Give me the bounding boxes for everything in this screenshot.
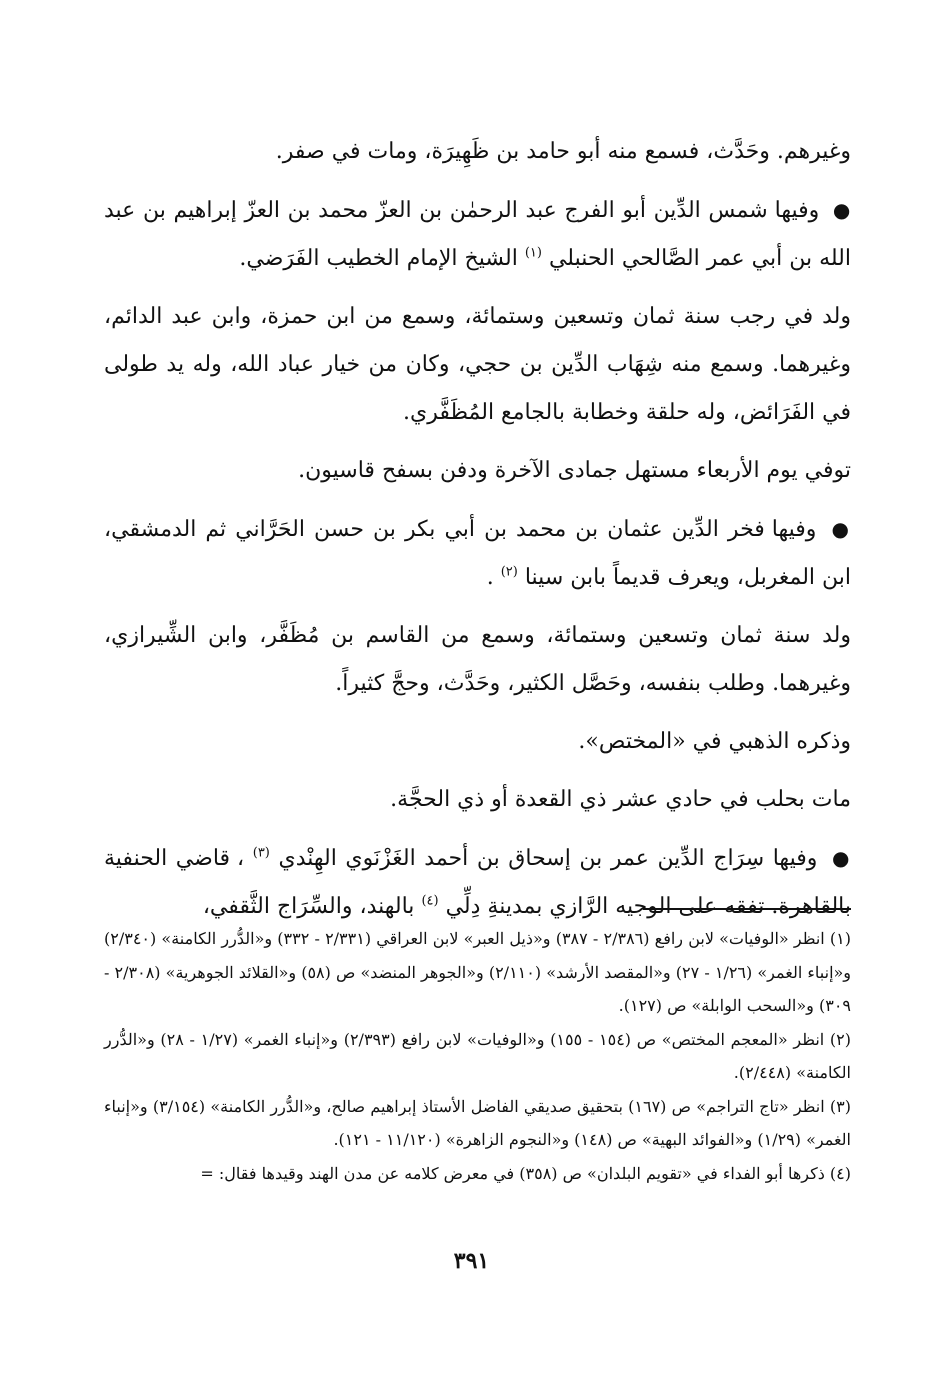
bullet-icon: ● bbox=[831, 846, 851, 870]
bullet-icon: ● bbox=[832, 198, 852, 222]
footnote-ref-3[interactable]: (٣) bbox=[252, 845, 270, 861]
footnote-1: (١) انظر «الوفيات» لابن رافع (٢/٣٨٦ - ٣٨٧) و«ذيل العبر» لابن العراقي (٢/٣٣١ - ٣٣٢) و«الدُّرر الكامنة» (٢/٣٤٠) و«إنباء الغمر» (١/٢٦ - ٢٧) و«المقصد الأرشد» (٢/١١٠) و«الجوهر المنضد» ص (٥٨) و«القلائد الجوهرية» (٢/٣٠٨ - ٣٠٩) و«السحب الوابلة» ص (١٢٧). bbox=[104, 929, 852, 1015]
entry-text: . bbox=[486, 565, 494, 590]
entry-text: الشيخ الإمام الخطيب الفَرَضي. bbox=[239, 246, 518, 271]
footnotes bbox=[104, 922, 851, 1190]
entry-text: وفيها سِرَاج الدِّين عمر بن إسحاق بن أحمد الغَزْنَوي الهِنْدي bbox=[278, 846, 818, 871]
entry-fakhr-al-din bbox=[104, 505, 851, 602]
entry-text: ، قاضي الحنفية بالقاهرة. تفقه على الوجيه الرَّازي بمدينةِ دِلِّي bbox=[104, 846, 851, 919]
footnote-ref-4[interactable]: (٤) bbox=[421, 893, 439, 909]
footnote-ref-1[interactable]: (١) bbox=[524, 245, 542, 261]
footnote-divider bbox=[643, 908, 851, 910]
footnote-4: (٤) ذكرها أبو الفداء في «تقويم البلدان» ص (٣٥٨) في معرض كلامه عن مدن الهند وقيدها فقال: = bbox=[200, 1163, 851, 1183]
page-number: ٣٩١ bbox=[453, 1248, 490, 1274]
footnote-2: (٢) انظر «المعجم المختص» ص (١٥٤ - ١٥٥) و«الوفيات» لابن رافع (٢/٣٩٣) و«إنباء الغمر» (١/٢٧ - ٢٨) و«الدُّرر الكامنة» (٢/٤٤٨). bbox=[104, 1029, 852, 1082]
footnote-3: (٣) انظر «تاج التراجم» ص (١٦٧) بتحقيق صديقي الفاضل الأستاذ إبراهيم صالح، و«الدُّرر الكامنة» (٣/١٥٤) و«إنباء الغمر» (١/٢٩) و«الفوائد البهية» ص (١٤٨) و«النجوم الزاهرة» (١١/١٢٠ - ١٢١). bbox=[104, 1096, 852, 1149]
paragraph-7: وذكره الذهبي في «المختص». bbox=[578, 729, 851, 754]
bullet-icon: ● bbox=[831, 517, 852, 541]
entry-text: وفيها شمس الدِّين أبو الفرج عبد الرحمٰن بن العزّ محمد بن العزّ إبراهيم بن عبد الله بن أبي عمر الصَّالحي الحنبلي bbox=[104, 198, 851, 271]
entry-shams-al-din bbox=[104, 186, 851, 283]
paragraph-6: ولد سنة ثمان وتسعين وستمائة، وسمع من القاسم بن مُظَفَّر، وابن الشِّيرازي، وغيرهما. وطلب بنفسه، وحَصَّل الكثير، وحَدَّث، وحجَّ كثيراً. bbox=[104, 623, 851, 696]
entry-siraj-al-din bbox=[104, 834, 851, 931]
main-text bbox=[104, 128, 851, 941]
paragraph-3: ولد في رجب سنة ثمان وتسعين وستمائة، وسمع من ابن حمزة، وابن عبد الدائم، وغيرهما. وسمع منه شِهَاب الدِّين بن حجي، وكان من خيار عباد الله، وله يد طولى في الفَرَائض، وله حلقة وخطابة بالجامع المُظَفَّري. bbox=[104, 304, 851, 425]
footnote-ref-2[interactable]: (٢) bbox=[500, 564, 518, 580]
paragraph-4: توفي يوم الأربعاء مستهل جمادى الآخرة ودفن بسفح قاسيون. bbox=[298, 458, 851, 483]
paragraph-8: مات بحلب في حادي عشر ذي القعدة أو ذي الحجَّة. bbox=[390, 787, 851, 812]
paragraph-1: وغيرهم. وحَدَّث، فسمع منه أبو حامد بن ظَهِيرَة، ومات في صفر. bbox=[275, 139, 851, 164]
entry-text: وفيها فخر الدِّين عثمان بن محمد بن أبي بكر بن حسن الحَرَّاني ثم الدمشقي، ابن المغربل، ويعرف قديماً بابن سينا bbox=[104, 517, 851, 590]
entry-text: بالهند، والسِّرَاج الثَّقفي، bbox=[202, 894, 415, 919]
